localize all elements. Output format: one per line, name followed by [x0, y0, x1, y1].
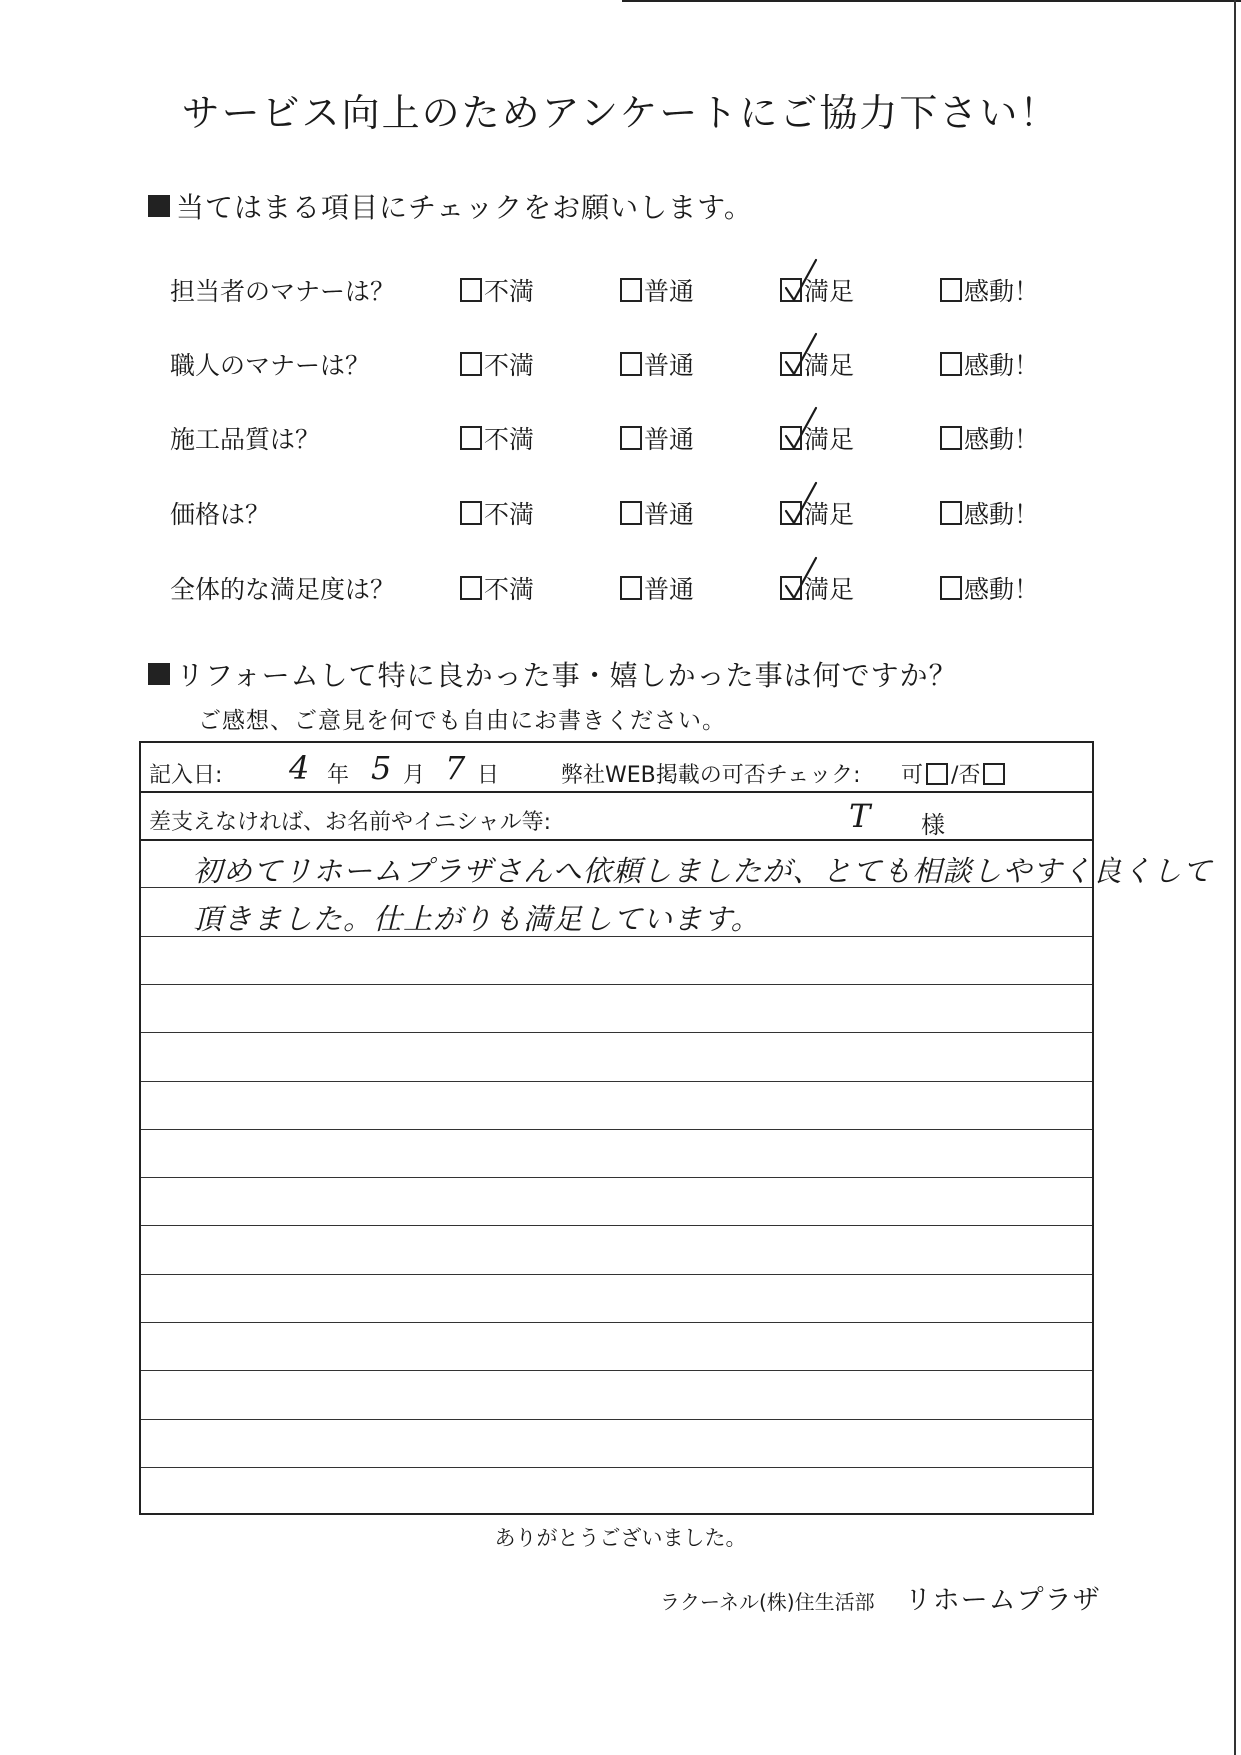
ruled-line — [141, 1032, 1092, 1033]
option-checkbox[interactable] — [780, 426, 802, 450]
option-checkbox[interactable] — [780, 278, 802, 302]
option — [460, 495, 534, 531]
footer-brand: リホームプラザ — [904, 1585, 1101, 1616]
ruled-line — [141, 1274, 1092, 1275]
web-yes-label: 可 — [901, 763, 924, 788]
option — [460, 570, 534, 606]
option — [460, 346, 534, 382]
option-label: 普通 — [644, 425, 695, 454]
option — [940, 346, 1039, 382]
option — [620, 420, 694, 456]
comment-line: 初めてリホームプラザさんへ依頼しましたが、とても相談しやすく良くして — [193, 854, 1213, 888]
option — [620, 570, 694, 606]
web-no-checkbox[interactable] — [983, 763, 1005, 785]
option-label: 感動！ — [964, 277, 1040, 306]
page-title: サービス向上のためアンケートにご協力下さい！ — [181, 91, 1060, 135]
option-checkbox[interactable] — [460, 352, 482, 376]
option — [620, 495, 694, 531]
option-checkbox[interactable] — [780, 352, 802, 376]
option-checkbox[interactable] — [780, 576, 802, 600]
ruled-line — [141, 1177, 1092, 1178]
option-label: 普通 — [644, 277, 695, 306]
section2-heading — [148, 654, 958, 694]
option-label: 満足 — [804, 500, 855, 529]
option-checkbox[interactable] — [940, 576, 962, 600]
option — [780, 272, 854, 308]
ruled-line — [141, 1419, 1092, 1420]
option-label: 感動！ — [964, 425, 1040, 454]
option — [460, 420, 534, 456]
option-label: 普通 — [644, 351, 695, 380]
option-checkbox[interactable] — [620, 426, 642, 450]
comment-line: 頂きました。仕上がりも満足しています。 — [193, 902, 761, 936]
square-bullet-icon — [148, 663, 170, 685]
year-value[interactable]: 4 — [289, 749, 310, 787]
option-checkbox[interactable] — [940, 278, 962, 302]
option — [940, 272, 1039, 308]
question-label: 全体的な満足度は？ — [170, 575, 396, 604]
footer-company: ラクーネル(株)住生活部 — [660, 1590, 875, 1614]
option-label: 感動！ — [964, 351, 1040, 380]
date-row — [149, 745, 1089, 793]
option-checkbox[interactable] — [460, 426, 482, 450]
date-label: 記入日: — [149, 763, 223, 788]
option-label: 満足 — [804, 425, 855, 454]
option — [620, 346, 694, 382]
ruled-line — [141, 1081, 1092, 1082]
page-edge-top — [622, 0, 1241, 2]
option-checkbox[interactable] — [460, 576, 482, 600]
option — [940, 495, 1039, 531]
web-yes-checkbox[interactable] — [926, 763, 948, 785]
option-checkbox[interactable] — [460, 501, 482, 525]
option-checkbox[interactable] — [620, 501, 642, 525]
option-checkbox[interactable] — [940, 352, 962, 376]
option-label: 満足 — [804, 277, 855, 306]
option — [620, 272, 694, 308]
option-checkbox[interactable] — [940, 501, 962, 525]
footer — [660, 1578, 1101, 1617]
month-value[interactable]: 5 — [371, 749, 392, 787]
option — [780, 495, 854, 531]
option — [780, 570, 854, 606]
option — [780, 346, 854, 382]
option-label: 不満 — [484, 575, 535, 604]
option-label: 不満 — [484, 425, 535, 454]
option-label: 満足 — [804, 575, 855, 604]
option-label: 不満 — [484, 351, 535, 380]
option-label: 感動！ — [964, 575, 1040, 604]
option-checkbox[interactable] — [940, 426, 962, 450]
row-divider — [141, 839, 1092, 841]
option — [780, 420, 854, 456]
web-check-label: 弊社WEB掲載の可否チェック: — [561, 763, 861, 788]
section2-heading-text: リフォームして特に良かった事・嬉しかった事は何ですか？ — [176, 659, 958, 692]
web-yes-no: 可 /否 — [901, 758, 1008, 789]
option-label: 不満 — [484, 277, 535, 306]
question-label: 価格は？ — [170, 500, 271, 529]
thanks-message: ありがとうございました。 — [494, 1526, 747, 1550]
month-unit: 月 — [403, 763, 426, 788]
option-label: 満足 — [804, 351, 855, 380]
option-label: 普通 — [644, 500, 695, 529]
ruled-line — [141, 984, 1092, 985]
section1-heading — [148, 186, 753, 226]
option-checkbox[interactable] — [620, 352, 642, 376]
name-value[interactable]: T — [849, 797, 871, 835]
option-label: 普通 — [644, 575, 695, 604]
option — [940, 420, 1039, 456]
year-unit: 年 — [327, 763, 350, 788]
option — [940, 570, 1039, 606]
question-label: 担当者のマナーは？ — [170, 277, 396, 306]
name-suffix: 様 — [921, 811, 945, 839]
name-label: 差支えなければ、お名前やイニシャル等: — [149, 810, 552, 835]
option-checkbox[interactable] — [780, 501, 802, 525]
ruled-line — [141, 1467, 1092, 1468]
page-edge-right — [1234, 0, 1236, 1755]
option-checkbox[interactable] — [460, 278, 482, 302]
square-bullet-icon — [148, 195, 170, 217]
question-label: 職人のマナーは？ — [170, 351, 371, 380]
ruled-line — [141, 1225, 1092, 1226]
option — [460, 272, 534, 308]
option-label: 不満 — [484, 500, 535, 529]
day-unit: 日 — [477, 763, 500, 788]
day-value[interactable]: 7 — [445, 749, 466, 787]
ruled-line — [141, 1129, 1092, 1130]
question-label: 施工品質は？ — [170, 425, 321, 454]
section2-note: ご感想、ご意見を何でも自由にお書きください。 — [198, 708, 726, 734]
name-row — [149, 793, 1089, 839]
comment-form — [139, 741, 1213, 1515]
ruled-line — [141, 1370, 1092, 1371]
ruled-line — [141, 1322, 1092, 1323]
option-checkbox[interactable] — [620, 278, 642, 302]
web-no-label: 否 — [958, 763, 981, 788]
option-label: 感動！ — [964, 500, 1040, 529]
section1-heading-text: 当てはまる項目にチェックをお願いします。 — [176, 191, 753, 224]
option-checkbox[interactable] — [620, 576, 642, 600]
